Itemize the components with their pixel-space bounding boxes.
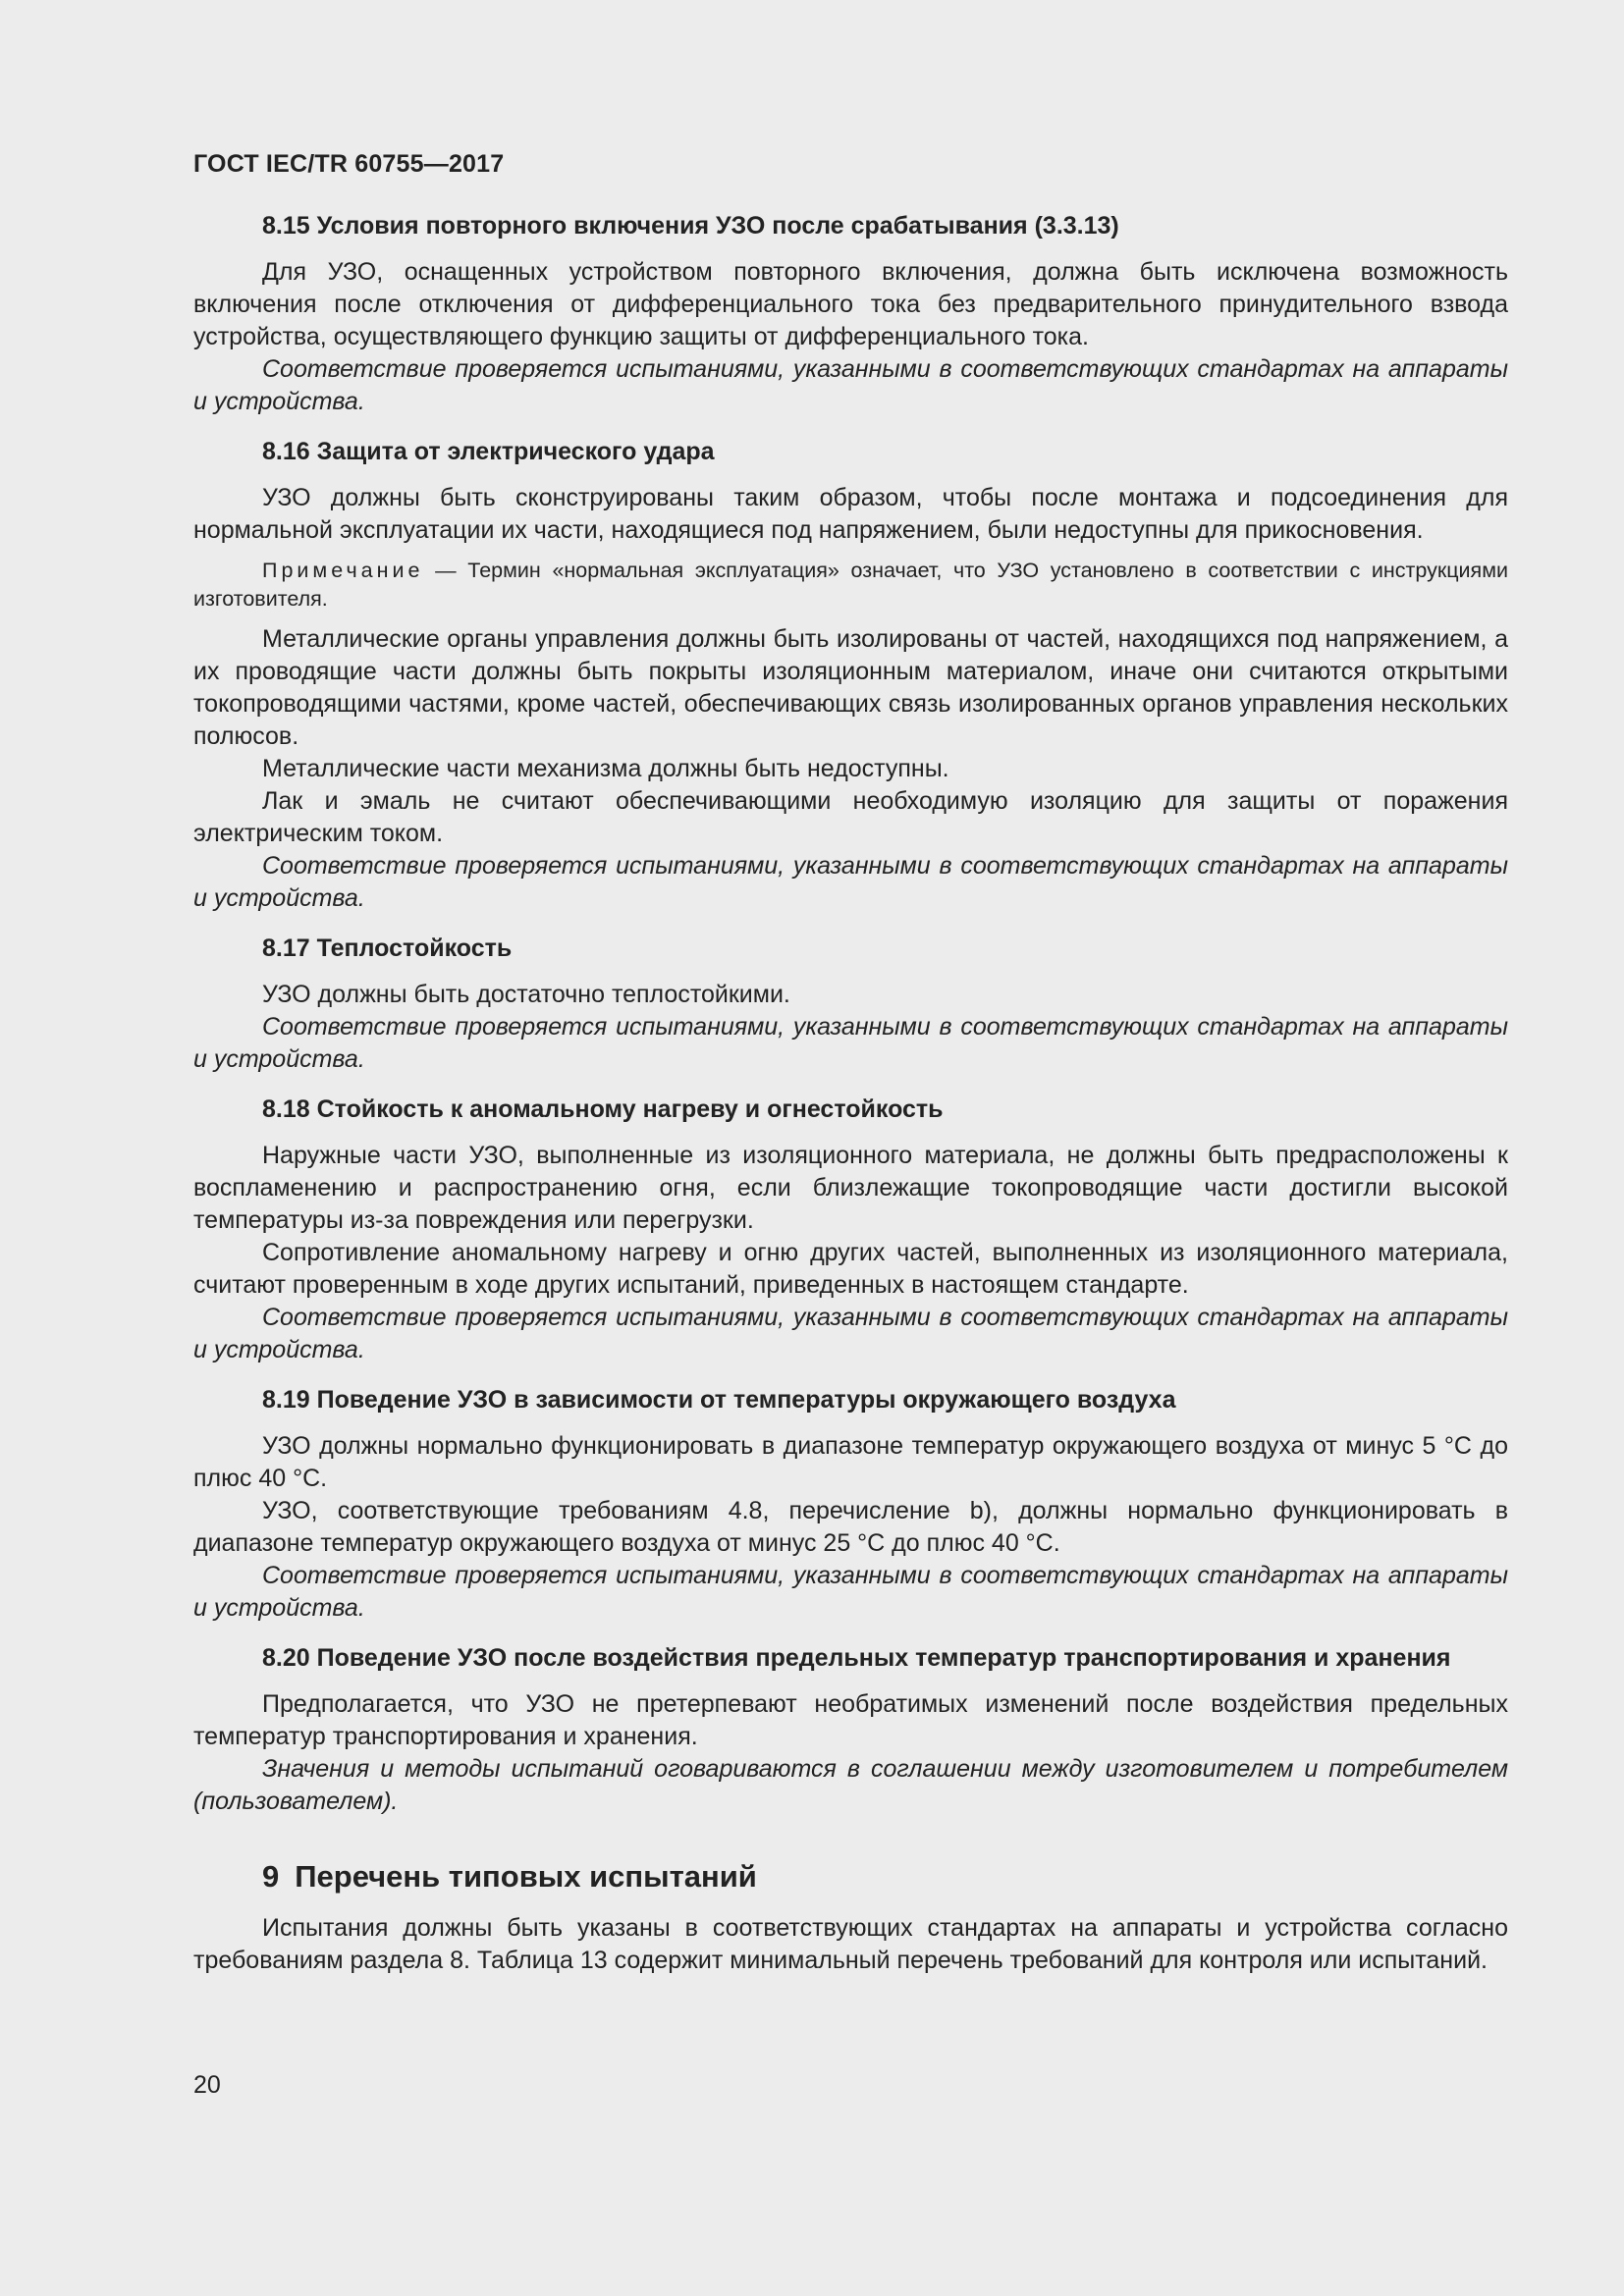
section-8-19	[193, 1384, 1508, 1625]
page-number: 20	[193, 2071, 221, 2099]
section-8-20	[193, 1642, 1508, 1818]
section-heading: 8.18 Стойкость к аномальному нагреву и огнестойкость	[262, 1095, 944, 1123]
paragraph: УЗО, соответствующие требованиям 4.8, перечисление b), должны нормально функционировать в диапазоне температур окружающего воздуха от минус 25 °С до плюс 40 °С.	[193, 1497, 1508, 1557]
section-8-15	[193, 210, 1508, 418]
chapter-title: Перечень типовых испытаний	[295, 1859, 757, 1894]
section-heading: 8.16 Защита от электрического удара	[262, 438, 715, 465]
chapter-heading	[193, 1857, 1508, 1896]
section-heading: 8.20 Поведение УЗО после воздействия предельных температур транспортирования и хранения	[262, 1644, 1451, 1672]
note-paragraph	[193, 557, 1508, 614]
section-8-17	[193, 933, 1508, 1076]
compliance-paragraph: Соответствие проверяется испытаниями, указанными в соответствующих стандартах на аппараты и устройства.	[193, 1304, 1508, 1363]
section-heading: 8.17 Теплостойкость	[262, 934, 513, 962]
compliance-paragraph: Соответствие проверяется испытаниями, указанными в соответствующих стандартах на аппараты и устройства.	[193, 1013, 1508, 1073]
paragraph: Испытания должны быть указаны в соответствующих стандартах на аппараты и устройства согласно требованиям раздела 8. Таблица 13 содержит минимальный перечень требований для контроля или испытаний.	[193, 1914, 1508, 1974]
paragraph: Для УЗО, оснащенных устройством повторного включения, должна быть исключена возможность включения после отключения от дифференциального тока без предварительного принудительного взвода устройства, осуществляющего функцию защиты от дифференциального тока.	[193, 258, 1508, 350]
section-heading: 8.15 Условия повторного включения УЗО после срабатывания (3.3.13)	[262, 212, 1119, 240]
paragraph: УЗО должны быть сконструированы таким образом, чтобы после монтажа и подсоединения для нормальной эксплуатации их части, находящиеся под напряжением, были недоступны для прикосновения.	[193, 484, 1508, 544]
note-text: — Термин «нормальная эксплуатация» означает, что УЗО установлено в соответствии с инструкциями изготовителя.	[193, 559, 1508, 611]
paragraph: УЗО должны нормально функционировать в диапазоне температур окружающего воздуха от минус 5 °С до плюс 40 °С.	[193, 1432, 1508, 1492]
section-8-18	[193, 1094, 1508, 1366]
paragraph: Металлические части механизма должны быть недоступны.	[262, 755, 949, 782]
section-9	[193, 1857, 1508, 1977]
paragraph: Наружные части УЗО, выполненные из изоляционного материала, не должны быть предрасположены к воспламенению и распространению огня, если близлежащие токопроводящие части достигли высокой температуры из-за повреждения или перегрузки.	[193, 1142, 1508, 1234]
section-8-16	[193, 436, 1508, 915]
section-heading: 8.19 Поведение УЗО в зависимости от температуры окружающего воздуха	[262, 1386, 1176, 1414]
paragraph: Предполагается, что УЗО не претерпевают необратимых изменений после воздействия предельных температур транспортирования и хранения.	[193, 1690, 1508, 1750]
chapter-number: 9	[262, 1859, 280, 1894]
paragraph: Лак и эмаль не считают обеспечивающими необходимую изоляцию для защиты от поражения электрическим током.	[193, 787, 1508, 847]
paragraph: Сопротивление аномальному нагреву и огню других частей, выполненных из изоляционного материала, считают проверенным в ходе других испытаний, приведенных в настоящем стандарте.	[193, 1239, 1508, 1299]
paragraph: УЗО должны быть достаточно теплостойкими.	[262, 981, 790, 1008]
paragraph: Металлические органы управления должны быть изолированы от частей, находящихся под напряжением, а их проводящие части должны быть покрыты изоляционным материалом, иначе они считаются открытыми токопроводящими частями, кроме частей, обеспечивающих связь изолированных органов управления нескольких полюсов.	[193, 625, 1508, 750]
compliance-paragraph: Соответствие проверяется испытаниями, указанными в соответствующих стандартах на аппараты и устройства.	[193, 1562, 1508, 1622]
compliance-paragraph: Значения и методы испытаний оговариваются в соглашении между изготовителем и потребителем (пользователем).	[193, 1755, 1508, 1815]
compliance-paragraph: Соответствие проверяется испытаниями, указанными в соответствующих стандартах на аппараты и устройства.	[193, 355, 1508, 415]
document-header: ГОСТ IEC/TR 60755—2017	[193, 150, 505, 178]
compliance-paragraph: Соответствие проверяется испытаниями, указанными в соответствующих стандартах на аппараты и устройства.	[193, 852, 1508, 912]
note-label: Примечание	[262, 559, 424, 582]
